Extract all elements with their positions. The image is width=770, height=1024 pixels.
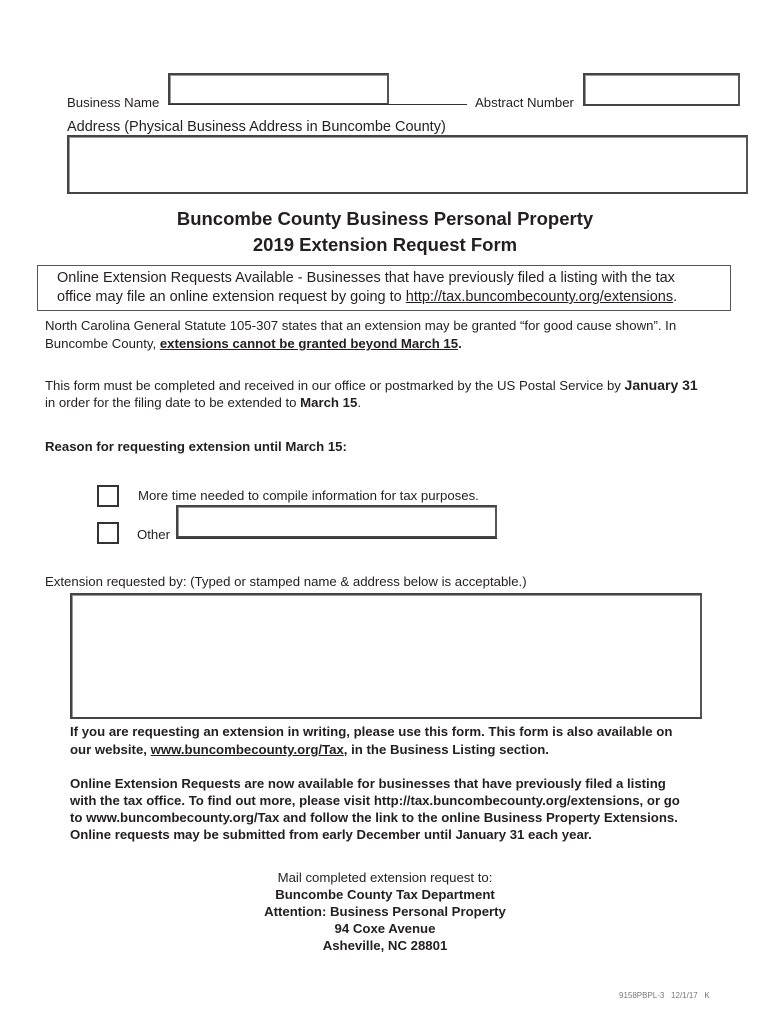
- other-checkbox[interactable]: [97, 522, 119, 544]
- abstract-number-input[interactable]: [583, 73, 740, 106]
- deadline-text: This form must be completed and received in our office or postmarked by the US Postal Service by: [45, 378, 625, 393]
- mail-address-line: Attention: Business Personal Property: [264, 904, 506, 919]
- statute-emphasis: extensions cannot be granted beyond March 15: [159, 336, 459, 351]
- other-underline: [176, 538, 497, 539]
- online-notice-box: [37, 265, 731, 311]
- extensions-link[interactable]: http://tax.buncombecounty.org/extensions: [405, 289, 674, 305]
- deadline-date: January 31: [624, 377, 698, 393]
- form-mark: K: [704, 991, 710, 1000]
- period: .: [458, 336, 462, 351]
- writing-note-line1: If you are requesting an extension in writing, please use this form. This form is also available on: [70, 724, 673, 739]
- online-notice-text: office may file an online extension request by going to: [57, 289, 406, 305]
- abstract-number-label: Abstract Number: [475, 95, 574, 110]
- mail-address-line: Asheville, NC 28801: [322, 938, 448, 953]
- business-name-input[interactable]: [168, 73, 389, 105]
- mail-address-line: Buncombe County Tax Department: [275, 887, 495, 902]
- mail-intro: Mail completed extension request to:: [277, 870, 493, 885]
- statute-line2: [45, 336, 462, 351]
- deadline-line2: [45, 395, 361, 410]
- form-title-line2: 2019 Extension Request Form: [252, 234, 518, 255]
- extension-date: March 15: [300, 395, 358, 410]
- more-time-checkbox[interactable]: [97, 485, 119, 507]
- statute-line1: North Carolina General Statute 105-307 states that an extension may be granted “for good cause shown”. In: [45, 318, 677, 333]
- business-name-label: Business Name: [67, 95, 160, 110]
- form-date: 12/1/17: [671, 991, 698, 1000]
- period: .: [673, 289, 678, 305]
- deadline-text2: in order for the filing date to be extended to: [45, 395, 301, 410]
- reason-heading: Reason for requesting extension until March 15:: [45, 439, 347, 454]
- deadline-line1: [45, 377, 698, 393]
- online-paragraph-line: Online requests may be submitted from early December until January 31 each year.: [70, 827, 592, 842]
- online-paragraph-line: with the tax office. To find out more, please visit http://tax.buncombecounty.org/extensions, or go: [70, 793, 680, 808]
- other-label: Other: [137, 527, 170, 542]
- online-notice-line2: [57, 289, 677, 305]
- statute-text: Buncombe County,: [45, 336, 160, 351]
- writing-note-line2: [70, 742, 549, 757]
- address-label: Address (Physical Business Address in Buncombe County): [67, 119, 446, 135]
- online-paragraph-line: Online Extension Requests are now available for businesses that have previously filed a listing: [70, 776, 666, 791]
- other-reason-input[interactable]: [176, 505, 497, 538]
- mail-address-line: 94 Coxe Avenue: [334, 921, 436, 936]
- writing-note-text: our website,: [70, 742, 151, 757]
- more-time-label: More time needed to compile information for tax purposes.: [138, 488, 479, 503]
- website-link[interactable]: www.buncombecounty.org/Tax: [150, 742, 344, 757]
- online-notice-line1: Online Extension Requests Available - Businesses that have previously filed a listing with the tax: [57, 270, 675, 286]
- period: .: [357, 395, 361, 410]
- requested-by-input[interactable]: [70, 593, 702, 719]
- footer: [619, 991, 710, 1000]
- requested-by-label: Extension requested by: (Typed or stamped name & address below is acceptable.): [45, 574, 527, 589]
- form-title-line1: Buncombe County Business Personal Property: [176, 208, 594, 229]
- business-name-underline: [168, 104, 467, 105]
- form-code: 9158PBPL-3: [619, 991, 665, 1000]
- writing-note-text2: , in the Business Listing section.: [343, 742, 549, 757]
- address-input[interactable]: [67, 135, 748, 194]
- online-paragraph-line: to www.buncombecounty.org/Tax and follow the link to the online Business Property Extensions.: [70, 810, 678, 825]
